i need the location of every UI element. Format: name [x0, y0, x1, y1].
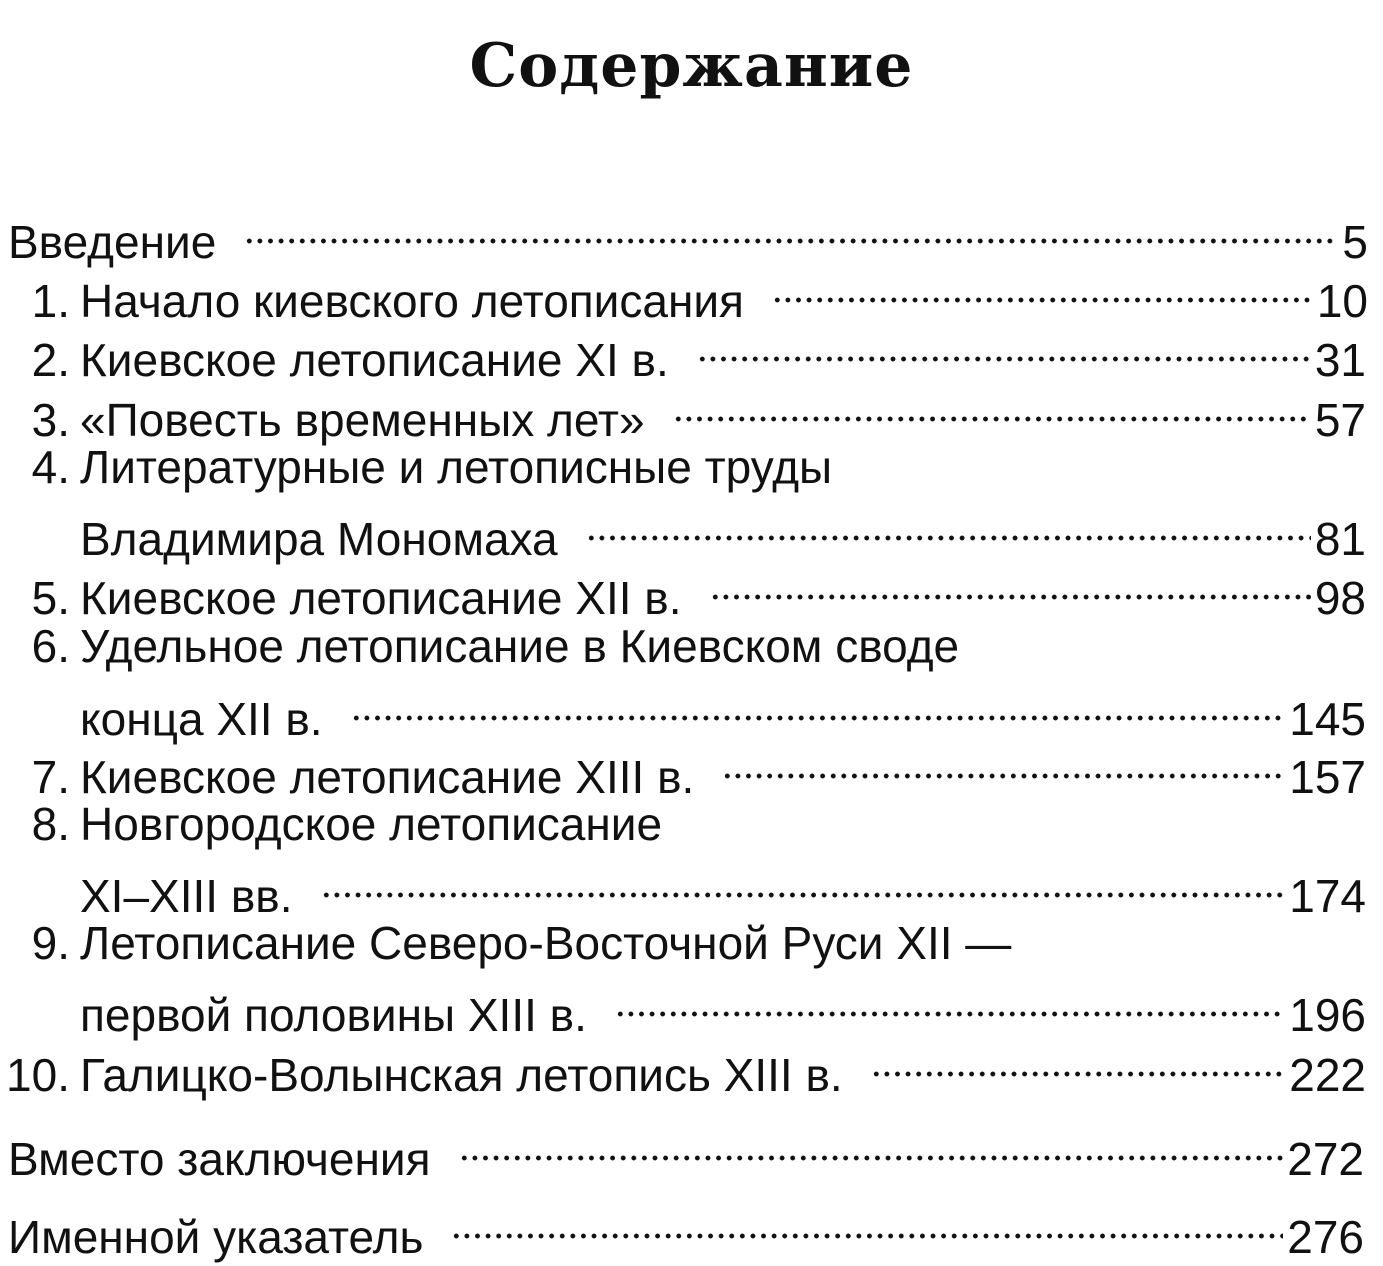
toc-entry-title: Начало киевского летописания — [80, 275, 744, 327]
toc-entry-number: 7. — [31, 751, 70, 803]
dot-leader — [459, 1117, 1284, 1175]
toc-entry-title-continued: Владимира Мономаха — [80, 513, 558, 565]
dot-leader — [351, 677, 1286, 735]
dot-leader — [772, 259, 1313, 317]
dot-leader — [673, 378, 1311, 436]
dot-leader — [710, 556, 1311, 614]
toc-entry-title: Киевское летописание XIII в. — [80, 751, 695, 803]
toc-entry-title: Киевское летописание XII в. — [80, 572, 682, 624]
toc-page-number: 222 — [1289, 1049, 1366, 1101]
dot-leader — [871, 1033, 1286, 1091]
toc-entry-title-continued: конца XII в. — [80, 693, 323, 745]
toc-page-number: 5 — [1342, 216, 1368, 268]
toc-page-number: 196 — [1289, 989, 1366, 1041]
toc-entry-number: 9. — [31, 917, 70, 969]
toc-entry-title: Литературные и летописные труды — [80, 441, 833, 493]
dot-leader — [244, 200, 1338, 258]
toc-entry-title: Вместо заключения — [8, 1133, 431, 1185]
toc-entry-number: 8. — [31, 798, 70, 850]
toc-entry-number: 4. — [31, 441, 70, 493]
dot-leader — [451, 1195, 1283, 1253]
toc-entry-title: Летописание Северо-Восточной Руси XII — — [80, 917, 1012, 969]
toc-entry-title: Новгородское летописание — [80, 798, 663, 850]
toc-entry-number: 2. — [31, 334, 70, 386]
toc-page-number: 31 — [1314, 334, 1366, 386]
toc-entry-title-continued: XI–XIII вв. — [80, 870, 293, 922]
toc-entry-number: 3. — [31, 394, 70, 446]
toc-entry-title: Удельное летописание в Киевском своде — [80, 620, 960, 672]
toc-entry-number: 10. — [6, 1049, 70, 1101]
dot-leader — [321, 854, 1286, 912]
toc-page-number: 10 — [1316, 275, 1368, 327]
toc-page-number: 272 — [1287, 1133, 1364, 1185]
toc-page-number: 81 — [1314, 513, 1366, 565]
toc-entry-title: Киевское летописание XI в. — [80, 334, 669, 386]
toc-page-number: 157 — [1289, 751, 1366, 803]
toc-page-number: 145 — [1289, 693, 1366, 745]
toc-entry-title-continued: первой половины XIII в. — [80, 989, 587, 1041]
toc-entry-number: 5. — [31, 572, 70, 624]
toc-entry-title: Галицко-Волынская летопись XIII в. — [80, 1049, 843, 1101]
dot-leader — [615, 973, 1285, 1031]
dot-leader — [586, 497, 1311, 555]
toc-page-number: 276 — [1287, 1211, 1364, 1263]
toc-entry-number: 1. — [31, 275, 70, 327]
toc-page-number: 174 — [1289, 870, 1366, 922]
toc-entry-title: Именной указатель — [8, 1211, 424, 1263]
toc-entry-title: Введение — [8, 216, 217, 268]
toc-entry-number: 6. — [31, 620, 70, 672]
toc-page-number: 98 — [1314, 572, 1366, 624]
dot-leader — [722, 735, 1285, 793]
dot-leader — [697, 318, 1311, 376]
toc-page-number: 57 — [1314, 394, 1366, 446]
page-title: Содержание — [469, 31, 914, 101]
toc-entry-title: «Повесть временных лет» — [80, 394, 645, 446]
